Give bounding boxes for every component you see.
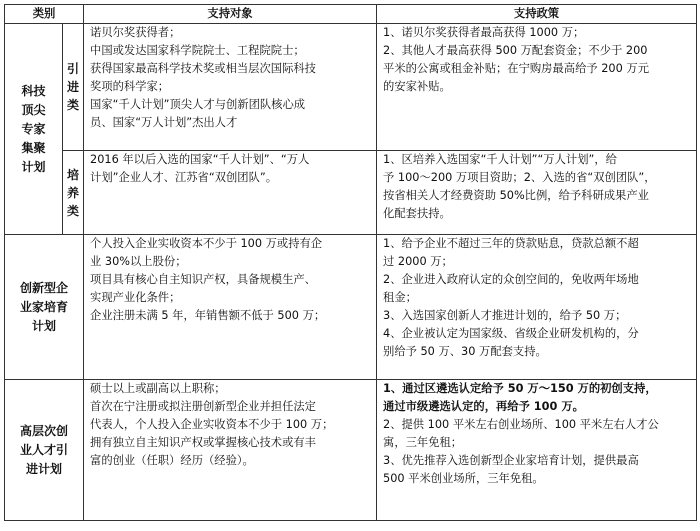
table-row	[5, 151, 697, 235]
policy-line: 1、给予企业不超过三年的贷款贴息，贷款总额不超	[383, 237, 639, 250]
category-line: 业家培育	[20, 299, 69, 314]
target-cell	[84, 380, 377, 521]
category-line: 计划	[21, 159, 46, 174]
policy-cell	[377, 235, 697, 380]
table-row	[5, 24, 697, 151]
target-cell	[84, 235, 377, 380]
policy-line: 1、区培养入选国家“千人计划”“万人计划”，给	[383, 153, 617, 166]
policy-line: 过 2000 万；	[383, 255, 453, 268]
category-line: 创新型企	[20, 280, 69, 295]
target-cell	[84, 24, 377, 151]
category-line: 专家	[21, 121, 46, 136]
target-line: 富的创业（任职）经历（经验）。	[90, 454, 254, 467]
target-line: 业 30%以上股份；	[90, 255, 187, 268]
target-line: 代表人，个人投入企业实收资本不少于 100 万；	[90, 418, 334, 431]
category-cell	[5, 24, 63, 235]
target-line: 项目具有核心自主知识产权，具备规模生产、	[90, 273, 316, 286]
target-line: 获得国家最高科学技术奖或相当层次国际科技	[90, 62, 316, 75]
policy-line: 按省相关人才经费资助 50%比例，给予科研成果产业	[383, 189, 649, 202]
table-row	[5, 235, 697, 380]
table-header-row	[5, 5, 697, 24]
policy-line: 2、企业进入政府认定的众创空间的，免收两年场地	[383, 273, 639, 286]
target-line: 2016 年以后入选的国家“千人计划”、“万人	[90, 153, 310, 166]
target-line: 计划”企业人才、江苏省“双创团队”。	[90, 171, 278, 184]
header-target: 支持对象	[84, 5, 377, 24]
header-category: 类别	[5, 5, 84, 24]
category-line: 高层次创	[20, 423, 69, 438]
subcategory-char: 类	[67, 98, 80, 112]
policy-line: 3、入选国家创新人才推进计划的，给予 50 万；	[383, 309, 627, 322]
subcategory-char: 养	[67, 185, 80, 200]
policy-line: 别给予 50 万、30 万配套支持。	[383, 345, 547, 358]
category-line: 进计划	[26, 461, 63, 476]
policy-line: 3、优先推荐入选创新型企业家培育计划，提供最高	[383, 454, 639, 467]
target-line: 硕士以上或副高以上职称；	[90, 382, 226, 395]
target-line: 企业注册未满 5 年，年销售额不低于 500 万；	[90, 309, 326, 322]
target-line: 个人投入企业实收资本不少于 100 万或持有企	[90, 237, 323, 250]
target-line: 员、国家“万人计划”杰出人才	[90, 116, 238, 129]
subcategory-cell	[63, 151, 84, 235]
subcategory-char: 引	[67, 62, 80, 76]
subcategory-char: 进	[67, 80, 80, 94]
policy-line-bold: 1、通过区遴选认定给予 50 万～150 万的初创支持，	[383, 382, 657, 395]
policy-line: 1、诺贝尔奖获得者最高获得 1000 万；	[383, 26, 585, 39]
target-line: 诺贝尔奖获得者；	[90, 26, 181, 39]
category-line: 集聚	[21, 140, 46, 155]
category-line: 顶尖	[21, 102, 46, 117]
policy-line: 化配套扶持。	[383, 207, 451, 220]
policy-line: 寓，三年免租；	[383, 436, 463, 449]
policy-line: 的安家补贴。	[383, 80, 451, 93]
category-line: 业人才引	[20, 442, 69, 457]
policy-cell	[377, 380, 697, 521]
policy-line: 平米的公寓或租金补贴；在宁购房最高给予 200 万元	[383, 62, 649, 75]
policy-line: 4、企业被认定为国家级、省级企业研发机构的，分	[383, 327, 639, 340]
target-line: 国家“千人计划”顶尖人才与创新团队核心成	[90, 98, 306, 111]
policy-line: 500 平米创业场所，三年免租。	[383, 472, 544, 485]
header-policy: 支持政策	[377, 5, 697, 24]
talent-policy-table	[4, 4, 697, 521]
policy-line-bold: 通过市级遴选认定的，再给予 100 万。	[383, 400, 584, 413]
target-line: 首次在宁注册或拟注册创新型企业并担任法定	[90, 400, 316, 413]
subcategory-char: 类	[67, 203, 80, 218]
subcategory-cell	[63, 24, 84, 151]
subcategory-char: 培	[67, 167, 80, 182]
category-cell	[5, 380, 84, 521]
target-line: 实现产业化条件；	[90, 291, 181, 304]
target-cell	[84, 151, 377, 235]
policy-line: 租金；	[383, 291, 417, 304]
category-cell	[5, 235, 84, 380]
target-line: 中国或发达国家科学院院士、工程院院士；	[90, 44, 305, 57]
target-line: 奖项的科学家；	[90, 80, 170, 93]
policy-line: 予 100～200 万项目资助；2、入选的省“双创团队”，	[383, 171, 656, 184]
policy-cell	[377, 151, 697, 235]
policy-document	[4, 4, 696, 526]
category-line: 科技	[21, 83, 46, 98]
table-row	[5, 380, 697, 521]
policy-line: 2、提供 100 平米左右创业场所、100 平米左右人才公	[383, 418, 659, 431]
target-line: 拥有独立自主知识产权或掌握核心技术或有丰	[90, 436, 316, 449]
category-line: 计划	[32, 318, 57, 333]
policy-cell	[377, 24, 697, 151]
policy-line: 2、其他人才最高获得 500 万配套资金；不少于 200	[383, 44, 648, 57]
